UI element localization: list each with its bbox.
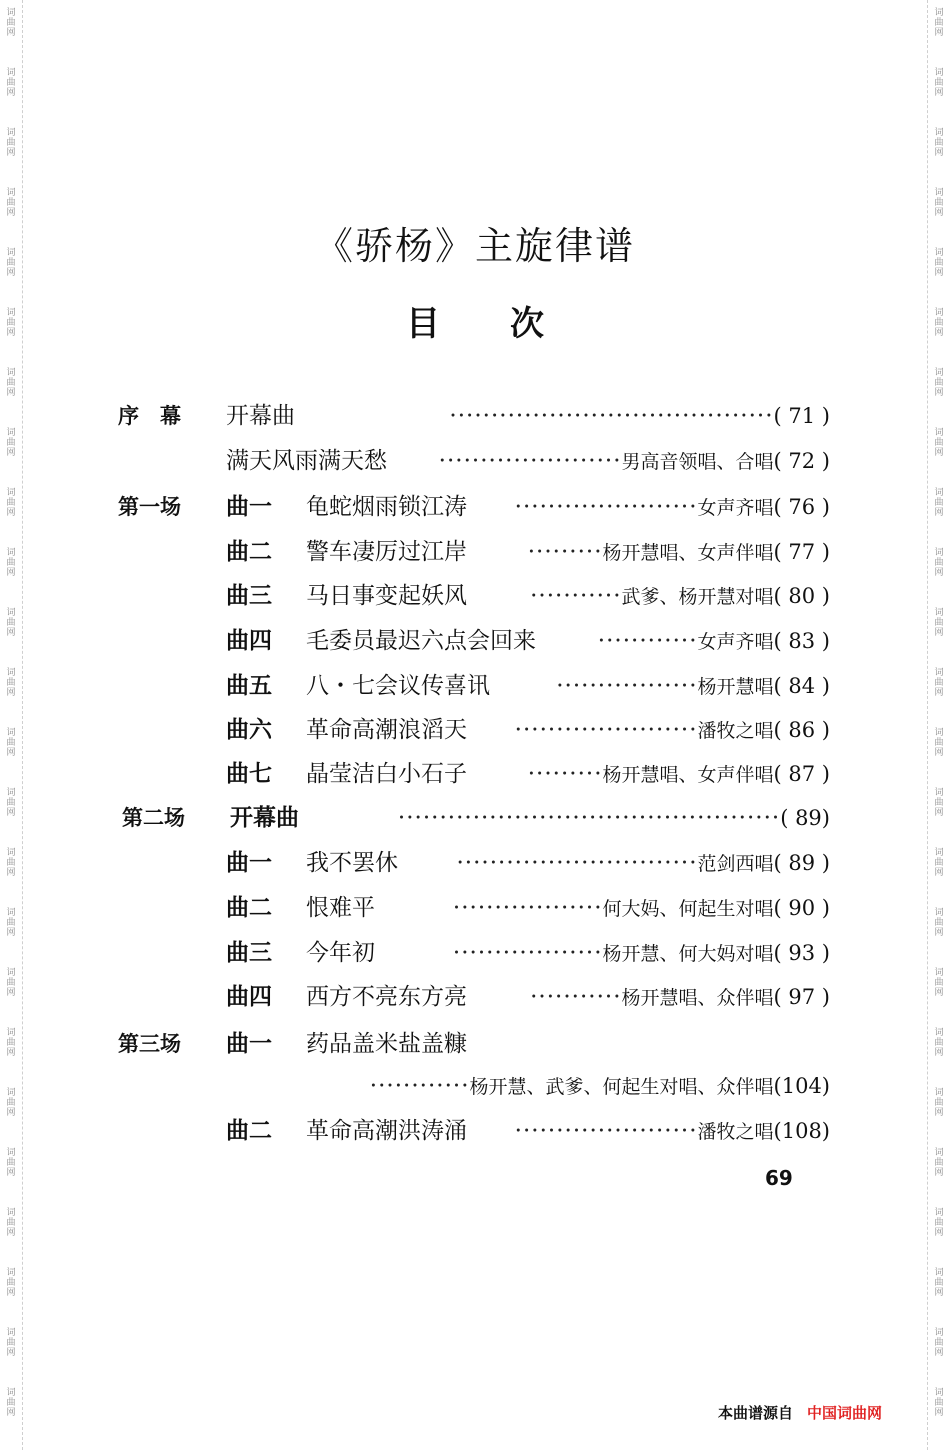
watermark-char: 词 [6, 68, 16, 78]
watermark-char: 网 [6, 748, 16, 758]
watermark-char: 网 [934, 748, 944, 758]
watermark-char: 网 [934, 208, 944, 218]
watermark-char: 网 [6, 1048, 16, 1058]
watermark-char: 曲 [6, 78, 16, 88]
watermark-char: 词 [934, 908, 944, 918]
watermark-text [930, 1268, 948, 1298]
entry-leader [598, 623, 830, 660]
song-number: 曲六 [226, 716, 272, 743]
watermark-char: 曲 [6, 18, 16, 28]
page-reference: (104) [773, 1074, 830, 1098]
song-title: 八・七会议传喜讯 [306, 673, 490, 699]
entry-leader [453, 935, 830, 972]
watermark-char: 网 [6, 508, 16, 518]
page-reference: ( 89) [780, 806, 830, 830]
watermark-char: 网 [6, 208, 16, 218]
entry-leader [528, 756, 830, 793]
song-number: 开幕曲 [230, 804, 299, 831]
watermark-char: 网 [934, 1288, 944, 1298]
watermark-text [930, 1388, 948, 1418]
song-number: 曲一 [226, 849, 272, 876]
page-reference: ( 71 ) [773, 404, 830, 428]
watermark-char: 网 [934, 568, 944, 578]
watermark-text [2, 8, 20, 38]
song-title: 我不罢休 [306, 850, 398, 876]
entry-leader [398, 800, 830, 836]
dot-leader: ·················· [452, 940, 603, 966]
watermark-char: 网 [6, 28, 16, 38]
entry-leader [530, 578, 830, 615]
page-reference: ( 97 ) [773, 985, 830, 1009]
contents-heading-char: 次 [510, 304, 544, 344]
entry-leader [449, 398, 830, 434]
watermark-char: 词 [934, 1088, 944, 1098]
watermark-char: 曲 [934, 1038, 944, 1048]
watermark-char: 曲 [6, 378, 16, 388]
page-reference: ( 84 ) [773, 674, 830, 698]
watermark-text [930, 188, 948, 218]
entry-leader [439, 443, 830, 480]
song-number: 曲四 [226, 983, 272, 1010]
section-label: 第三场 [118, 1032, 181, 1056]
page-reference: ( 72 ) [773, 449, 830, 473]
song-number: 曲三 [226, 939, 272, 966]
watermark-char: 曲 [6, 1038, 16, 1048]
dot-leader: ······················ [514, 717, 698, 743]
watermark-char: 词 [934, 728, 944, 738]
watermark-char: 词 [934, 1268, 944, 1278]
watermark-char: 网 [934, 688, 944, 698]
song-title: 革命高潮浪滔天 [306, 717, 467, 743]
watermark-char: 词 [934, 308, 944, 318]
watermark-char: 词 [6, 308, 16, 318]
page-reference: ( 83 ) [773, 629, 830, 653]
watermark-char: 网 [934, 928, 944, 938]
watermark-char: 词 [6, 1028, 16, 1038]
entry-leader [515, 1113, 830, 1150]
watermark-text [2, 68, 20, 98]
dot-leader: ········· [527, 539, 603, 565]
toc-entry[interactable] [0, 1113, 950, 1149]
watermark-char: 曲 [934, 138, 944, 148]
song-title: 龟蛇烟雨锁江涛 [306, 494, 467, 520]
watermark-char: 曲 [934, 618, 944, 628]
section-label: 第二场 [122, 806, 185, 830]
dot-leader: ······················ [514, 494, 698, 520]
song-title: 革命高潮洪涛涌 [306, 1118, 467, 1144]
singer-credit: 潘牧之唱 [697, 720, 774, 742]
toc-entry[interactable] [0, 489, 950, 525]
watermark-char: 词 [6, 488, 16, 498]
watermark-char: 网 [6, 148, 16, 158]
watermark-char: 网 [6, 268, 16, 278]
singer-credit: 范剑西唱 [697, 853, 774, 875]
toc-entry[interactable] [0, 668, 950, 704]
watermark-char: 曲 [934, 858, 944, 868]
singer-credit: 杨开慧、何大妈对唱 [602, 943, 774, 965]
watermark-char: 网 [6, 628, 16, 638]
watermark-char: 曲 [6, 738, 16, 748]
toc-entry[interactable] [0, 534, 950, 570]
page-reference: ( 80 ) [773, 584, 830, 608]
watermark-char: 词 [6, 1268, 16, 1278]
watermark-char: 词 [934, 368, 944, 378]
entry-leader [528, 534, 830, 571]
watermark-char: 曲 [934, 378, 944, 388]
watermark-char: 曲 [6, 318, 16, 328]
watermark-char: 网 [6, 388, 16, 398]
watermark-char: 网 [934, 808, 944, 818]
song-number: 曲二 [226, 1117, 272, 1144]
toc-entry[interactable] [0, 1068, 950, 1104]
page-reference: ( 89 ) [773, 851, 830, 875]
watermark-char: 词 [6, 188, 16, 198]
watermark-char: 词 [934, 128, 944, 138]
toc-entry[interactable] [0, 979, 950, 1015]
singer-credit: 武爹、杨开慧对唱 [621, 586, 774, 608]
watermark-text [930, 1328, 948, 1358]
watermark-char: 网 [934, 628, 944, 638]
watermark-char: 曲 [934, 258, 944, 268]
watermark-char: 曲 [934, 1218, 944, 1228]
entry-leader [515, 489, 830, 526]
song-number: 曲二 [226, 894, 272, 921]
watermark-char: 曲 [934, 918, 944, 928]
watermark-char: 曲 [934, 978, 944, 988]
watermark-char: 曲 [934, 798, 944, 808]
watermark-char: 网 [6, 448, 16, 458]
song-title: 毛委员最迟六点会回来 [306, 628, 536, 654]
watermark-text [930, 1148, 948, 1178]
watermark-char: 词 [6, 1088, 16, 1098]
page-reference: (108) [773, 1119, 830, 1143]
entry-leader [370, 1068, 830, 1105]
watermark-char: 词 [6, 968, 16, 978]
toc-entry[interactable] [0, 756, 950, 792]
book-title: 《骄杨》主旋律谱 [314, 224, 635, 269]
watermark-char: 网 [934, 388, 944, 398]
watermark-char: 网 [934, 868, 944, 878]
watermark-text [2, 1148, 20, 1178]
watermark-char: 曲 [934, 1398, 944, 1408]
singer-credit: 男高音领唱、合唱 [621, 451, 774, 473]
song-title: 开幕曲 [226, 403, 295, 429]
watermark-char: 词 [6, 1388, 16, 1398]
watermark-text [930, 68, 948, 98]
dot-leader: ······················ [514, 1118, 698, 1144]
watermark-char: 曲 [6, 1338, 16, 1348]
source-note [718, 1402, 882, 1423]
song-title: 药品盖米盐盖糠 [306, 1031, 467, 1057]
watermark-char: 网 [6, 1408, 16, 1418]
watermark-char: 词 [934, 68, 944, 78]
watermark-char: 网 [934, 328, 944, 338]
watermark-text [2, 1328, 20, 1358]
song-number: 曲二 [226, 538, 272, 565]
song-number: 曲四 [226, 627, 272, 654]
entry-leader [556, 668, 830, 705]
watermark-char: 词 [934, 428, 944, 438]
toc-entry[interactable] [0, 623, 950, 659]
watermark-char: 网 [934, 1048, 944, 1058]
watermark-text [930, 128, 948, 158]
watermark-text [2, 1268, 20, 1298]
watermark-char: 曲 [6, 678, 16, 688]
watermark-char: 词 [6, 1208, 16, 1218]
song-number: 曲三 [226, 582, 272, 609]
watermark-text [2, 1208, 20, 1238]
watermark-char: 词 [6, 608, 16, 618]
watermark-char: 词 [6, 1328, 16, 1338]
watermark-char: 词 [934, 1208, 944, 1218]
watermark-char: 词 [6, 668, 16, 678]
watermark-char: 曲 [934, 198, 944, 208]
watermark-char: 词 [934, 248, 944, 258]
watermark-text [2, 368, 20, 398]
page-reference: ( 93 ) [773, 941, 830, 965]
watermark-char: 曲 [6, 618, 16, 628]
watermark-char: 网 [6, 808, 16, 818]
song-title: 西方不亮东方亮 [306, 984, 467, 1010]
watermark-char: 词 [934, 1388, 944, 1398]
watermark-char: 网 [934, 448, 944, 458]
watermark-char: 网 [934, 28, 944, 38]
watermark-char: 词 [6, 1148, 16, 1158]
singer-credit: 潘牧之唱 [697, 1121, 774, 1143]
watermark-char: 网 [6, 568, 16, 578]
watermark-char: 词 [6, 728, 16, 738]
watermark-char: 网 [6, 1108, 16, 1118]
dot-leader: ······················ [438, 448, 622, 474]
watermark-char: 曲 [934, 1278, 944, 1288]
singer-credit: 女声齐唱 [697, 631, 774, 653]
watermark-char: 曲 [6, 798, 16, 808]
toc-entry[interactable] [0, 1026, 950, 1062]
toc-entry[interactable] [0, 712, 950, 748]
toc-entry[interactable] [0, 398, 950, 434]
singer-credit: 杨开慧唱 [697, 676, 774, 698]
song-number: 曲七 [226, 760, 272, 787]
dot-leader: ·················· [452, 895, 603, 921]
watermark-char: 曲 [934, 1098, 944, 1108]
watermark-char: 词 [6, 8, 16, 18]
watermark-char: 网 [934, 268, 944, 278]
watermark-char: 网 [6, 88, 16, 98]
watermark-char: 网 [6, 988, 16, 998]
watermark-char: 曲 [934, 498, 944, 508]
watermark-char: 曲 [934, 1338, 944, 1348]
watermark-char: 曲 [6, 1158, 16, 1168]
watermark-char: 网 [6, 1348, 16, 1358]
watermark-char: 曲 [6, 438, 16, 448]
watermark-char: 词 [934, 608, 944, 618]
song-number: 曲五 [226, 672, 272, 699]
watermark-char: 词 [6, 788, 16, 798]
watermark-char: 曲 [6, 498, 16, 508]
watermark-char: 词 [934, 1148, 944, 1158]
song-title: 满天风雨满天愁 [226, 448, 387, 474]
watermark-char: 网 [934, 1168, 944, 1178]
dot-leader: ············ [369, 1073, 470, 1099]
dot-leader: ········· [527, 761, 603, 787]
watermark-char: 曲 [934, 558, 944, 568]
watermark-char: 曲 [6, 978, 16, 988]
watermark-char: 网 [6, 1168, 16, 1178]
singer-credit: 杨开慧唱、女声伴唱 [602, 764, 774, 786]
contents-heading-char: 目 [406, 304, 440, 344]
watermark-char: 词 [6, 548, 16, 558]
watermark-char: 网 [6, 688, 16, 698]
watermark-char: 词 [934, 848, 944, 858]
watermark-char: 网 [6, 868, 16, 878]
watermark-char: 词 [934, 548, 944, 558]
singer-credit: 女声齐唱 [697, 497, 774, 519]
watermark-char: 网 [934, 88, 944, 98]
watermark-char: 网 [6, 928, 16, 938]
section-label: 序 幕 [118, 404, 181, 428]
page-reference: ( 77 ) [773, 540, 830, 564]
watermark-char: 曲 [934, 318, 944, 328]
watermark-char: 曲 [6, 918, 16, 928]
watermark-char: 曲 [6, 1218, 16, 1228]
watermark-char: 曲 [6, 138, 16, 148]
watermark-char: 曲 [934, 438, 944, 448]
dot-leader: ············ [597, 628, 698, 654]
entry-leader [456, 845, 830, 882]
watermark-char: 词 [6, 848, 16, 858]
toc-entry[interactable] [0, 578, 950, 614]
page-reference: ( 90 ) [773, 896, 830, 920]
singer-credit: 何大妈、何起生对唱 [602, 898, 774, 920]
page-number: 69 [765, 1166, 793, 1190]
watermark-char: 曲 [934, 1158, 944, 1168]
toc-entry[interactable] [0, 845, 950, 881]
song-title: 马日事变起妖风 [306, 583, 467, 609]
watermark-char: 网 [934, 148, 944, 158]
contents-heading [0, 296, 950, 345]
song-number: 曲一 [226, 493, 272, 520]
watermark-char: 网 [6, 328, 16, 338]
watermark-char: 词 [934, 188, 944, 198]
dot-leader: ················· [556, 673, 698, 699]
watermark-text [930, 368, 948, 398]
dot-leader: ·············································· [397, 805, 781, 831]
watermark-char: 词 [934, 788, 944, 798]
source-site-link[interactable]: 中国词曲网 [807, 1404, 883, 1422]
singer-credit: 杨开慧唱、女声伴唱 [602, 542, 774, 564]
watermark-char: 词 [934, 1028, 944, 1038]
watermark-char: 曲 [934, 18, 944, 28]
watermark-char: 词 [6, 428, 16, 438]
watermark-char: 词 [934, 488, 944, 498]
watermark-char: 网 [934, 508, 944, 518]
watermark-text [930, 1208, 948, 1238]
watermark-char: 词 [6, 128, 16, 138]
page-reference: ( 87 ) [773, 762, 830, 786]
song-title: 警车凄厉过江岸 [306, 539, 467, 565]
watermark-char: 曲 [934, 738, 944, 748]
watermark-char: 词 [934, 668, 944, 678]
toc-entry[interactable] [0, 890, 950, 926]
watermark-char: 词 [6, 248, 16, 258]
watermark-char: 曲 [934, 78, 944, 88]
dot-leader: ····························· [456, 850, 698, 876]
section-label: 第一场 [118, 495, 181, 519]
watermark-char: 曲 [6, 198, 16, 208]
watermark-char: 网 [934, 988, 944, 998]
entry-leader [515, 712, 830, 749]
page-reference: ( 76 ) [773, 495, 830, 519]
song-title: 今年初 [306, 940, 375, 966]
watermark-char: 曲 [6, 558, 16, 568]
watermark-char: 词 [934, 968, 944, 978]
watermark-text [2, 128, 20, 158]
watermark-char: 词 [934, 1328, 944, 1338]
watermark-char: 词 [934, 8, 944, 18]
watermark-char: 曲 [6, 258, 16, 268]
page-reference: ( 86 ) [773, 718, 830, 742]
watermark-char: 网 [934, 1228, 944, 1238]
toc-entry[interactable] [0, 935, 950, 971]
watermark-char: 词 [6, 908, 16, 918]
toc-entry[interactable] [0, 800, 950, 836]
watermark-text [2, 188, 20, 218]
watermark-char: 词 [6, 368, 16, 378]
watermark-char: 网 [934, 1108, 944, 1118]
watermark-text [930, 8, 948, 38]
watermark-char: 网 [6, 1228, 16, 1238]
watermark-char: 曲 [6, 1278, 16, 1288]
watermark-char: 曲 [6, 1098, 16, 1108]
watermark-char: 网 [6, 1288, 16, 1298]
singer-credit: 杨开慧唱、众伴唱 [621, 987, 774, 1009]
toc-entry[interactable] [0, 443, 950, 479]
entry-leader [530, 979, 830, 1016]
dot-leader: ··········· [530, 984, 622, 1010]
song-title: 恨难平 [306, 895, 375, 921]
singer-credit: 杨开慧、武爹、何起生对唱、众伴唱 [469, 1076, 774, 1098]
watermark-text [2, 1388, 20, 1418]
entry-leader [453, 890, 830, 927]
dot-leader: ······································· [449, 403, 774, 429]
watermark-char: 网 [934, 1408, 944, 1418]
watermark-char: 网 [934, 1348, 944, 1358]
song-number: 曲一 [226, 1030, 272, 1057]
song-title: 晶莹洁白小石子 [306, 761, 467, 787]
watermark-char: 曲 [6, 1398, 16, 1408]
source-label: 本曲谱源自 [718, 1404, 794, 1422]
dot-leader: ··········· [530, 583, 622, 609]
watermark-char: 曲 [934, 678, 944, 688]
watermark-char: 曲 [6, 858, 16, 868]
